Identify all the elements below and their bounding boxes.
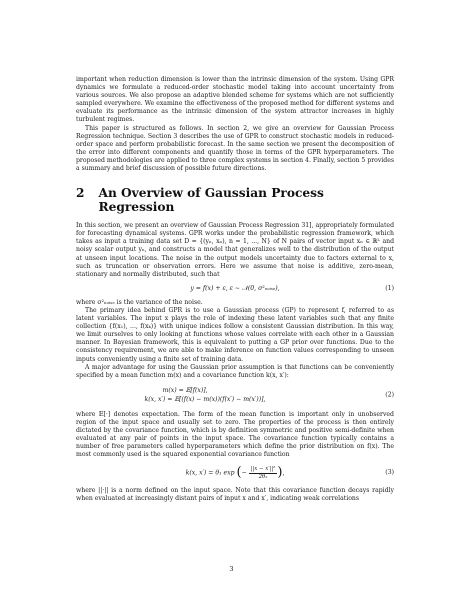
paragraph-gp-advantage: A major advantage for using the Gaussian prior assumption is that functions can be conveniently specified by a mean function m(x) and a covariance function k(x, x′): (76, 363, 394, 379)
equation-3 (76, 466, 394, 480)
equation-3-minus: − (241, 469, 247, 477)
section-heading (76, 186, 394, 214)
page-number: 3 (229, 565, 234, 573)
paragraph-intro-continued: important when reduction dimension is lower than the intrinsic dimension of the system. Using GPR dynamics we formulate a reduced-order stochastic model taking into account uncertainty from various sources. We also propose an adaptive blended scheme for systems which are not sufficiently sampled everywhere. We examine the effectiveness of the proposed method for different systems and evaluate its performance as the intrinsic dimension of the system attractor increases in highly turbulent regimes. (76, 76, 394, 124)
equation-3-close-paren: ) (277, 465, 283, 481)
equation-3-fraction (249, 466, 278, 480)
equation-3-number: (3) (385, 469, 394, 477)
paper-page (76, 76, 394, 504)
section-number: 2 (76, 186, 85, 201)
equation-1-number: (1) (385, 284, 394, 292)
equation-2-line-1: m(x) = 𝔼[f(x)], (162, 386, 208, 394)
paragraph-norm: where ||·|| is a norm defined on the input space. Note that this covariance function decays rapidly when evaluated at increasingly distant pairs of input x and x′, indicating weak correlations (76, 487, 394, 503)
section-title: An Overview of Gaussian Process Regression (98, 186, 324, 215)
equation-3-open-paren: ( (236, 465, 242, 481)
equation-3-numerator: ||x − x′||² (250, 466, 276, 473)
equation-2 (76, 386, 394, 405)
equation-3-left: k(x, x′) = θ₁ exp (185, 469, 235, 477)
equation-3-denominator: 2θ₂ (258, 473, 268, 480)
equation-3-comma: , (282, 469, 285, 477)
equation-2-rows (145, 386, 266, 405)
paragraph-gp-idea: The primary idea behind GPR is to use a Gaussian process (GP) to represent f, referred to as latent variables. The input x plays the role of indexing these latent variables such that any finite collection {f(x₁), ..., f(xₖ)} with unique indices follow a consistent Gaussian distribution. In this way, we limit ourselves to only looking at functions whose values correlate with each other in a Gaussian manner. In Bayesian framework, this is equivalent to putting a GP prior over functions. Due to the consistency requirement, we are able to make inference on function values corresponding to unseen inputs conveniently using a finite set of training data. (76, 306, 394, 363)
paragraph-covariance: where 𝔼[·] denotes expectation. The form of the mean function is important only in unobserved region of the input space and usually set to zero. The properties of the process is then entirely dictated by the covariance function, which is by definition symmetric and positive semi-definite when evaluated at any pair of points in the input space. The covariance function typically contains a number of free parameters called hyperparameters which define the prior distribution on f(x). The most commonly used is the squared exponential covariance function (76, 410, 394, 459)
equation-2-line-2: k(x, x′) = 𝔼[(f(x) − m(x))(f(x′) − m(x′))], (144, 396, 266, 404)
equation-1-body: y = f(x) + ε, ε ∼ 𝒩(0, σ²ₙₒᵢₛₑ), (190, 284, 280, 292)
paragraph-structure: This paper is structured as follows. In section 2, we give an overview for Gaussian Process Regression technique. Section 3 describes the use of GPR to construct stochastic models in reduced-order space and perform probabilistic forecast. In the same section we present the decomposition of the error into different components and quantify those in terms of the GPR hyperparameters. The proposed methodologies are applied to three complex systems in section 4. Finally, section 5 provides a summary and brief discussion of possible future directions. (76, 124, 394, 173)
equation-1 (76, 285, 394, 293)
paragraph-noise-variance: where σ²ₙₒᵢₛₑ is the variance of the noise. (76, 298, 203, 306)
equation-2-number: (2) (385, 391, 394, 399)
paragraph-overview: In this section, we present an overview of Gaussian Process Regression 31], appropriately formulated for forecasting dynamical systems. GPR works under the probabilistic regression framework, which takes as input a training data set D = {(yₙ, xₙ), n = 1, ..., N} of N pairs of vector input xₙ ∈ ℝᴸ and noisy scalar output yₙ, and constructs a model that generalizes well to the distribution of the output at unseen input locations. The noise in the output models uncertainty due to factors external to x, such as truncation or observation errors. Here we assume that noise is additive, zero-mean, stationary and normally distributed, such that (76, 222, 394, 278)
